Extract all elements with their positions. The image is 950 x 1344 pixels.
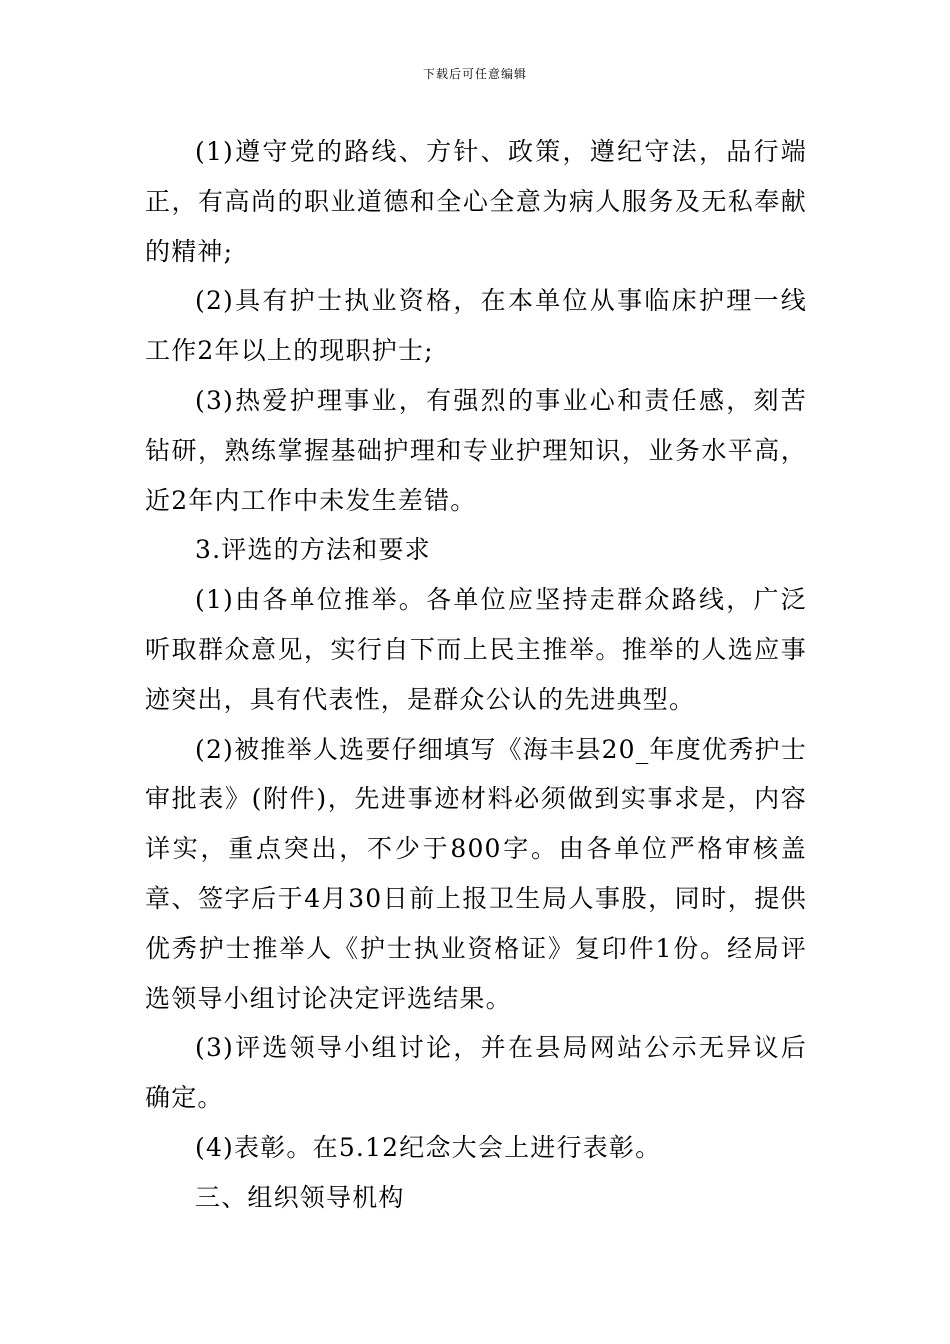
paragraph-method-4: (4)表彰。在5.12纪念大会上进行表彰。	[195, 1132, 662, 1162]
paragraph-method-2: (2)被推举人选要仔细填写《海丰县20_年度优秀护士审批表》(附件)，先进事迹材料必须做到实事求是，内容详实，重点突出，不少于800字。由各单位严格审核盖章、签字后于4月30日前上报卫生局人事股，同时，提供优秀护士推举人《护士执业资格证》复印件1份。经局评选领导小组讨论决定评选结果。	[145, 734, 807, 1013]
paragraph-method-1: (1)由各单位推举。各单位应坚持走群众路线，广泛听取群众意见，实行自下而上民主推举。推举的人选应事迹突出，具有代表性，是群众公认的先进典型。	[145, 585, 807, 714]
section-heading-methods: 3.评选的方法和要求	[195, 535, 431, 565]
paragraph-criteria-3: (3)热爱护理事业，有强烈的事业心和责任感，刻苦钻研，熟练掌握基础护理和专业护理知识，业务水平高，近2年内工作中未发生差错。	[145, 385, 807, 515]
paragraph-method-3: (3)评选领导小组讨论，并在县局网站公示无异议后确定。	[145, 1033, 807, 1113]
paragraph-criteria-2: (2)具有护士执业资格，在本单位从事临床护理一线工作2年以上的现职护士;	[145, 286, 807, 366]
document-body	[145, 127, 807, 1223]
page-header-note: 下载后可任意编辑	[422, 67, 527, 81]
section-heading-organization: 三、组织领导机构	[195, 1182, 405, 1212]
paragraph-criteria-1: (1)遵守党的路线、方针、政策，遵纪守法，品行端正，有高尚的职业道德和全心全意为病人服务及无私奉献的精神;	[145, 137, 807, 266]
